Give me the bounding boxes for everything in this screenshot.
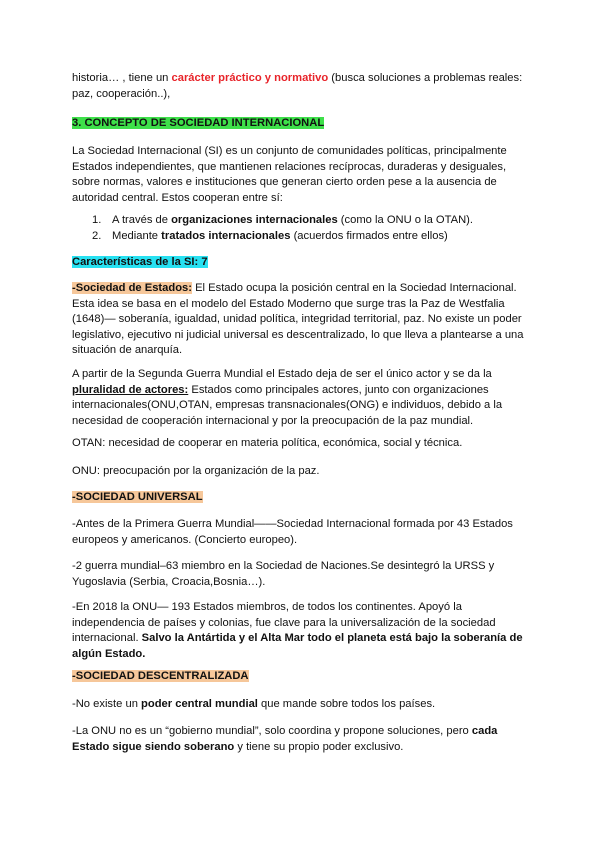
list-bold-term: tratados internacionales (161, 229, 291, 242)
sociedad-estados-label: -Sociedad de Estados: (72, 282, 192, 294)
sociedad-estados-paragraph: -Sociedad de Estados: El Estado ocupa la posición central en la Sociedad Internacional. Esta idea se basa en el modelo del Estado Moderno que surge tras la Paz de Westfalia (1648)— soberanía, igualdad, unidad política, integridad territorial, paz. No existe un poder legislativo, ejecutivo ni judicial universal es descentralizado, lo que lleva a plantearse a una situación de anarquía. (72, 282, 524, 357)
onu-paragraph: ONU: preocupación por la organización de la paz. (72, 465, 320, 477)
characteristics-heading: Características de la SI: 7 (72, 256, 208, 268)
descentralizada-bold-2: cada Estado sigue siendo soberano (72, 725, 498, 753)
intro-paragraph (72, 71, 524, 102)
list-item: 2. Mediante tratados internacionales (acuerdos firmados entre ellos) (92, 229, 524, 245)
descentralizada-paragraph-1: -No existe un poder central mundial que mande sobre todos los países. (72, 698, 436, 710)
descentralizada-paragraph-2: -La ONU no es un “gobierno mundial”, solo coordina y propone soluciones, pero cada Estado sigue siendo soberano y tiene su propio poder exclusivo. (72, 725, 498, 753)
pluralidad-paragraph: A partir de la Segunda Guerra Mundial el Estado deja de ser el único actor y se da la pluralidad de actores: Estados como principales actores, junto con organizaciones internacionales(ONU,OTAN, empresas transnacionales(ONG) e individuos, debido a la necesidad de cooperación internacional y por la preocupación de la paz mundial. (72, 368, 503, 427)
pluralidad-term: pluralidad de actores: (72, 383, 189, 396)
intro-red-emphasis: carácter práctico y normativo (171, 72, 329, 84)
universal-paragraph-2: -2 guerra mundial–63 miembro en la Sociedad de Naciones.Se desintegró la URSS y Yugoslavia (Serbia, Croacia,Bosnia…). (72, 560, 495, 588)
descentralizada-bold-1: poder central mundial (141, 698, 258, 710)
definition-paragraph: La Sociedad Internacional (SI) es un conjunto de comunidades políticas, principalmente Estados independientes, que mantienen relaciones recíprocas, duraderas y desiguales, sobre normas, valores e instituciones que generan cierto orden pese a la ausencia de autoridad central. Estos cooperan entre sí: (72, 145, 507, 204)
list-item: 1. A través de organizaciones internacionales (como la ONU o la OTAN). (92, 213, 524, 229)
list-number: 1. (92, 214, 102, 226)
descentralizada-heading: -SOCIEDAD DESCENTRALIZADA (72, 670, 249, 682)
characteristics-heading-block (72, 255, 524, 271)
universal-paragraph-3: -En 2018 la ONU— 193 Estados miembros, de todos los continentes. Apoyó la independencia de países y colonias, fue clave para la universalización de la sociedad internacional. Salvo la Antártida y el Alta Mar todo el planeta está bajo la soberanía de algún Estado. (72, 601, 523, 660)
intro-text-end: (busca soluciones a problemas reales: paz, cooperación..), (72, 72, 523, 100)
universal-heading-block (72, 490, 524, 506)
universal-bold-statement: Salvo la Antártida y el Alta Mar todo el planeta está bajo la soberanía de algún Estado. (72, 632, 523, 660)
universal-paragraph-1: -Antes de la Primera Guerra Mundial——Sociedad Internacional formada por 43 Estados europeos y americanos. (Concierto europeo). (72, 518, 513, 546)
cooperation-list (92, 213, 524, 244)
section-3-heading: 3. CONCEPTO DE SOCIEDAD INTERNACIONAL (72, 117, 325, 129)
universal-heading: -SOCIEDAD UNIVERSAL (72, 491, 203, 503)
list-bold-term: organizaciones internacionales (171, 214, 338, 226)
descentralizada-heading-block (72, 669, 524, 685)
list-number: 2. (92, 229, 102, 242)
otan-paragraph: OTAN: necesidad de cooperar en materia política, económica, social y técnica. (72, 437, 463, 449)
section-3-heading-block (72, 116, 524, 132)
intro-text: historia… , tiene un (72, 72, 172, 84)
